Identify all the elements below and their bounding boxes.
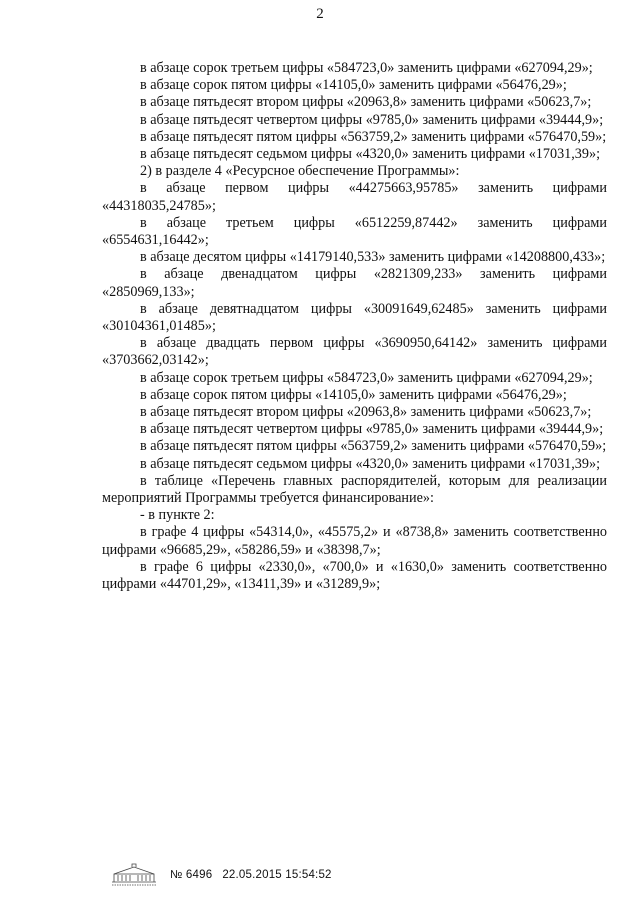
paragraph: в графе 6 цифры «2330,0», «700,0» и «1630,0» заменить соответственно цифрами «44701,29», «13411,39» и «31289,9»; [102,558,607,593]
paragraph: в абзаце пятьдесят пятом цифры «563759,2» заменить цифрами «576470,59»; [140,128,607,145]
paragraph: в абзаце пятьдесят четвертом цифры «9785,0» заменить цифрами «39444,9»; [140,111,604,128]
paragraph: в абзаце двадцать первом цифры «3690950,64142» заменить цифрами «3703662,03142»; [102,335,607,369]
paragraph: в абзаце пятьдесят седьмом цифры «4320,0» заменить цифрами «17031,39»; [140,146,601,163]
paragraph: в таблице «Перечень главных распорядителей, которым для реализации мероприятий Программы требуется финансирование»: [102,472,607,507]
page-number: 2 [316,6,324,22]
paragraph: в абзаце третьем цифры «6512259,87442» заменить цифрами «6554631,16442»; [102,214,607,249]
paragraph: в абзаце пятьдесят втором цифры «20963,8» заменить цифрами «50623,7»; [140,94,592,111]
paragraph: в абзаце двенадцатом цифры «2821309,233» заменить цифрами «2850969,133»; [102,266,607,300]
paragraph: в абзаце девятнадцатом цифры «30091649,62485» заменить цифрами «30104361,01485»; [102,300,607,335]
paragraph: в абзаце пятьдесят четвертом цифры «9785,0» заменить цифрами «39444,9»; [140,421,604,438]
paragraph: в абзаце пятьдесят втором цифры «20963,8» заменить цифрами «50623,7»; [140,404,592,421]
paragraph: в абзаце десятом цифры «14179140,533» заменить цифрами «14208800,433»; [140,249,606,266]
document-footer [108,860,528,890]
paragraph: в абзаце первом цифры «44275663,95785» заменить цифрами «44318035,24785»; [102,180,607,214]
building-stamp-icon [108,862,160,888]
paragraph: в абзаце пятьдесят пятом цифры «563759,2» заменить цифрами «576470,59»; [140,438,607,455]
document-body [102,60,607,593]
paragraph: в абзаце сорок пятом цифры «14105,0» заменить цифрами «56476,29»; [140,77,567,94]
paragraph: в абзаце сорок третьем цифры «584723,0» заменить цифрами «627094,29»; [140,369,593,386]
doc-datetime: 22.05.2015 15:54:52 [222,869,332,881]
paragraph: - в пункте 2: [140,507,215,524]
doc-number: № 6496 [170,869,213,881]
section-heading: 2) в разделе 4 «Ресурсное обеспечение Программы»: [140,163,460,180]
paragraph: в абзаце сорок третьем цифры «584723,0» заменить цифрами «627094,29»; [140,60,593,76]
paragraph: в абзаце сорок пятом цифры «14105,0» заменить цифрами «56476,29»; [140,386,567,403]
paragraph: в графе 4 цифры «54314,0», «45575,2» и «8738,8» заменить соответственно цифрами «96685,29», «58286,59» и «38398,7»; [102,524,607,558]
paragraph: в абзаце пятьдесят седьмом цифры «4320,0» заменить цифрами «17031,39»; [140,455,601,472]
